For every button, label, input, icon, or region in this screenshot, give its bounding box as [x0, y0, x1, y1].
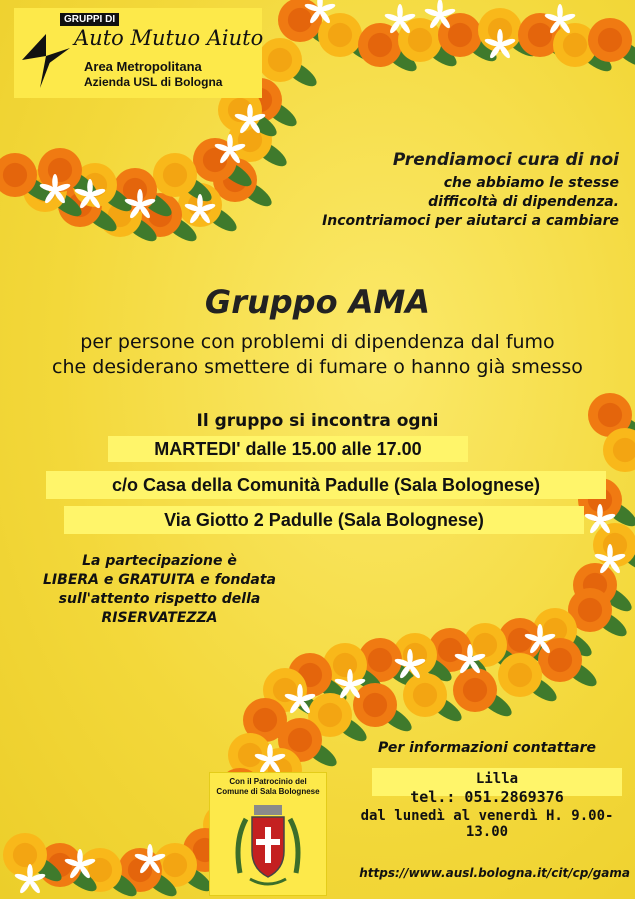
intro-headline: Prendiamoci cura di noi — [392, 150, 619, 170]
contact-phone: tel.: 051.2869376 — [410, 788, 564, 806]
meeting-address: Via Giotto 2 Padulle (Sala Bolognese) — [64, 506, 584, 534]
page-title: Gruppo AMA — [204, 283, 431, 321]
butterfly-icon — [18, 26, 74, 92]
participation-line-1: La partecipazione è — [82, 553, 237, 569]
logo-area: Area Metropolitana — [84, 59, 202, 74]
subtitle-line-1: per persone con problemi di dipendenza dal fumo — [80, 331, 555, 353]
patronage-line-1: Con il Patrocinio del — [229, 777, 307, 786]
logo-top-label: GRUPPI DI — [60, 13, 119, 26]
subtitle — [0, 330, 635, 380]
contact-hours: dal lunedì al venerdì H. 9.00-13.00 — [360, 808, 614, 840]
ama-logo — [14, 8, 262, 98]
meeting-place: c/o Casa della Comunità Padulle (Sala Bolognese) — [46, 471, 606, 499]
intro-text — [289, 150, 619, 231]
intro-line-2: difficoltà di dipendenza. — [428, 194, 619, 210]
meeting-intro: Il gruppo si incontra ogni — [196, 411, 439, 431]
intro-line-1: che abbiamo le stesse — [443, 175, 619, 191]
meeting-day-time: MARTEDI' dalle 15.00 alle 17.00 — [108, 436, 468, 462]
logo-name: Auto Mutuo Aiuto — [74, 26, 264, 50]
subtitle-line-2: che desiderano smettere di fumare o hanno già smesso — [52, 356, 583, 378]
contact-name: Lilla — [372, 768, 622, 796]
patronage-line-2: Comune di Sala Bolognese — [216, 787, 320, 796]
coat-of-arms-icon — [232, 801, 304, 891]
patronage-text — [210, 777, 326, 797]
participation-line-3: sull'attento rispetto della — [58, 591, 261, 607]
intro-line-3: Incontriamoci per aiutarci a cambiare — [322, 213, 619, 229]
participation-note — [22, 552, 297, 628]
logo-azienda: Azienda USL di Bologna — [84, 75, 223, 89]
participation-line-4: RISERVATEZZA — [101, 610, 218, 626]
contact-info — [342, 740, 632, 840]
info-heading: Per informazioni contattare — [377, 740, 597, 756]
website-link[interactable]: https://www.ausl.bologna.it/cit/cp/gama — [359, 866, 630, 880]
participation-line-2: LIBERA e GRATUITA e fondata — [43, 572, 276, 588]
